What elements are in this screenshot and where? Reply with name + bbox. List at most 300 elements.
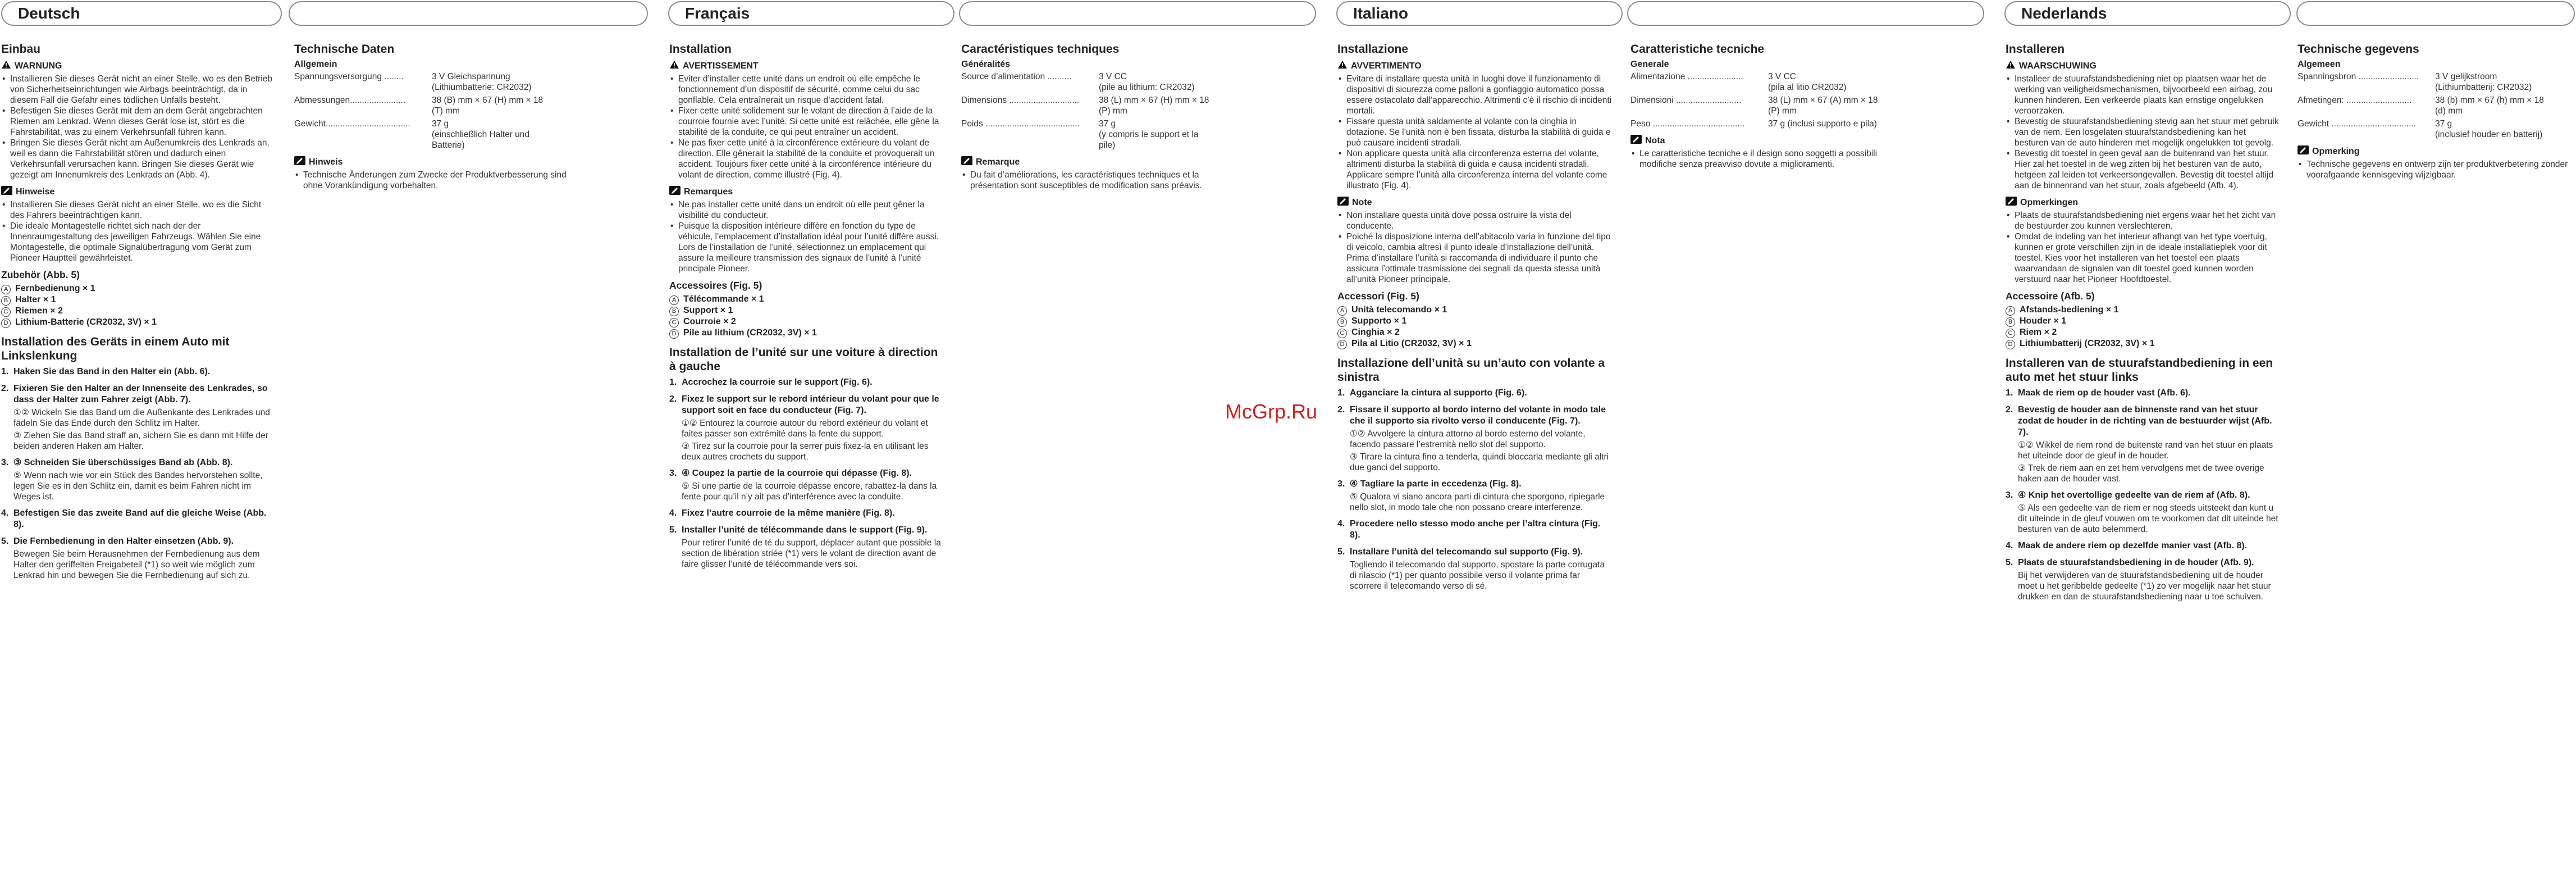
spec-row	[2298, 71, 2573, 93]
spec-value-line: 37 g	[2435, 119, 2452, 129]
spec-value	[2435, 119, 2542, 140]
spec-value	[1099, 119, 1198, 151]
watermark-text: McGrp.Ru	[1225, 400, 1318, 423]
step-text: ③ Schneiden Sie überschüssiges Band ab (Abb. 8).	[13, 458, 233, 467]
warning-title: WARNUNG	[15, 61, 62, 71]
spec-note-item: • Le caratteristiche tecniche e il design sono soggetti a possibili modifiche senza preavviso dovute a miglioramenti.	[1630, 148, 1911, 170]
accessory-item	[2006, 304, 2281, 316]
step-heading	[1337, 404, 1613, 427]
spec-column	[2298, 44, 2573, 180]
notes-list	[1, 199, 276, 263]
notes-title: Opmerkingen	[2020, 198, 2079, 207]
step-text: Maak de andere riem op dezelfde manier vast (Afb. 8).	[2018, 541, 2248, 550]
accessory-label: Fernbedienung × 1	[15, 284, 95, 293]
accessory-label: Riem × 2	[2020, 327, 2057, 337]
accessory-item	[1337, 338, 1613, 349]
warning-list	[1, 74, 276, 180]
step-number: 2.	[669, 394, 677, 404]
installation-step	[1337, 479, 1613, 513]
spec-row	[961, 95, 1242, 116]
installation-step	[1, 536, 276, 581]
spec-note-heading	[2298, 145, 2573, 157]
install-column	[1337, 44, 1613, 597]
spec-note-list	[1630, 148, 1911, 170]
step-text: Plaats de stuurafstandsbediening in de houder (Afb. 9).	[2018, 558, 2254, 567]
section-title: Einbau	[1, 43, 41, 56]
section-title: Installazione	[1337, 43, 1409, 56]
accessory-item	[1337, 327, 1613, 338]
accessory-item	[669, 305, 944, 316]
note-pencil-icon	[961, 156, 976, 168]
accessory-item	[2006, 327, 2281, 338]
step-number: 4.	[1337, 519, 1345, 529]
step-number: 1.	[1337, 388, 1345, 398]
installation-step	[669, 508, 944, 519]
notes-heading	[1337, 197, 1613, 208]
notes-heading	[669, 186, 944, 198]
spec-title: Caractéristiques techniques	[961, 43, 1120, 56]
spec-note-title: Opmerking	[2312, 147, 2360, 156]
warning-heading	[1, 60, 276, 72]
installation-step	[669, 468, 944, 502]
installation-step	[2006, 540, 2281, 552]
accessory-label: Afstands-bediening × 1	[2020, 305, 2119, 315]
step-text: Fissare il supporto al bordo interno del volante in modo tale che il supporto sia rivolto verso il conducente (Fig. 7).	[1350, 405, 1606, 426]
warning-item: • Evitare di installare questa unità in luoghi dove il funzionamento di dispositivi di sicurezza come palloni a gonfiaggio automatico possa essere ostacolato dall’apparecchio. Altrimenti c’è il rischio di incidenti mortali.	[1337, 74, 1613, 116]
accessory-letter-icon: A	[669, 295, 679, 305]
installation-step	[1, 457, 276, 502]
installation-steps	[1, 366, 276, 581]
note-pencil-icon	[2298, 145, 2312, 157]
accessory-label: Supporto × 1	[1351, 316, 1407, 326]
spec-column	[961, 44, 1242, 191]
spec-row	[2298, 119, 2573, 140]
spec-value-line: pile)	[1099, 140, 1116, 150]
notes-title: Remarques	[684, 187, 733, 197]
step-number: 3.	[669, 468, 677, 478]
warning-heading	[2006, 60, 2281, 72]
accessory-item	[669, 327, 944, 339]
accessory-letter-icon: C	[669, 318, 679, 327]
step-heading	[1337, 388, 1613, 399]
step-heading	[1, 366, 276, 377]
step-heading	[2006, 388, 2281, 399]
notes-list	[2006, 210, 2281, 285]
installation-steps	[669, 377, 944, 570]
accessory-item	[2006, 338, 2281, 349]
step-detail: ①② Avvolgere la cintura attorno al bordo esterno del volante, facendo passare l’estremità nello slot del supporto.	[1350, 429, 1586, 449]
step-text: Befestigen Sie das zweite Band auf die gleiche Weise (Abb. 8).	[13, 508, 267, 529]
step-text: Installare l’unità del telecomando sul supporto (Fig. 9).	[1350, 547, 1583, 557]
note-pencil-icon	[294, 156, 309, 168]
installation-step	[2006, 557, 2281, 602]
spec-row	[294, 119, 575, 151]
accessory-letter-icon: B	[1337, 317, 1347, 327]
step-number: 3.	[1337, 479, 1345, 489]
step-detail: Togliendo il telecomando dal supporto, spostare la parte corrugata di rilascio (*1) per quanto possibile verso il volante prima far scorrere il telecomando verso di sé.	[1350, 560, 1605, 591]
installation-step	[669, 377, 944, 388]
spec-key: Afmetingen: ...........................	[2298, 95, 2412, 105]
installation-step	[1337, 547, 1613, 592]
warning-triangle-icon	[1337, 60, 1351, 72]
installation-step	[2006, 490, 2281, 535]
accessory-label: Courroie × 2	[683, 317, 736, 326]
language-title: Nederlands	[2021, 4, 2107, 22]
spec-value-line: (pile au lithium: CR2032)	[1099, 83, 1195, 92]
note-pencil-icon	[2006, 197, 2020, 208]
step-text: Fixez le support sur le rebord intérieur du volant pour que le support soit en face du conducteur (Fig. 7).	[682, 394, 939, 415]
spec-value	[2435, 95, 2544, 116]
step-detail: ①② Entourez la courroie autour du rebord extérieur du volant et faites passer son extrémité dans la fente du support.	[682, 418, 928, 439]
step-heading	[1, 457, 276, 468]
installation-step	[1, 366, 276, 377]
accessory-label: Lithiumbatterij (CR2032, 3V) × 1	[2020, 339, 2155, 348]
spec-column	[294, 44, 575, 191]
accessory-label: Unità telecomando × 1	[1351, 305, 1447, 315]
warning-title: WAARSCHUWING	[2019, 61, 2097, 71]
spec-key: Dimensioni ...........................	[1630, 95, 1742, 105]
spec-note-list	[2298, 159, 2573, 180]
step-detail: ①② Wickeln Sie das Band um die Außenkante des Lenkrades und fädeln Sie das Ende durch den Schlitz im Halter.	[13, 408, 270, 428]
spec-value-line: 3 V gelijkstroom	[2435, 72, 2497, 81]
accessory-letter-icon: D	[1, 319, 11, 328]
step-detail: ③ Tirare la cintura fino a tenderla, quindi bloccarla mediante gli altri due ganci del supporto.	[1350, 452, 1609, 472]
spec-value-line: (P) mm	[1768, 106, 1797, 116]
spec-value-line: 3 V CC	[1768, 72, 1796, 81]
spec-value-line: 3 V Gleichspannung	[432, 72, 510, 81]
step-heading	[1, 383, 276, 406]
language-title: Deutsch	[18, 4, 80, 22]
step-number: 2.	[2006, 405, 2013, 415]
step-heading	[2006, 540, 2281, 552]
note-pencil-icon	[1337, 197, 1352, 208]
note-pencil-icon	[1, 186, 16, 198]
accessories-title: Accessori (Fig. 5)	[1337, 290, 1419, 302]
spec-value-line: (T) mm	[432, 106, 460, 116]
spec-row	[961, 71, 1242, 93]
install-column	[669, 44, 944, 575]
installation-step	[1337, 404, 1613, 473]
step-number: 3.	[2006, 490, 2013, 500]
notes-title: Hinweise	[16, 187, 55, 197]
step-text: ④ Knip het overtollige gedeelte van de riem af (Afb. 8).	[2018, 490, 2250, 500]
step-heading	[669, 508, 944, 519]
spec-value	[1099, 71, 1195, 93]
warning-item: • Eviter d’installer cette unité dans un endroit où elle empêche le fonctionnement d’un dispositif de sécurité, comme celui du sac gonflable. Cela entraînerait un risque d’accident fatal.	[669, 74, 944, 106]
accessories-title: Accessoire (Afb. 5)	[2006, 290, 2095, 302]
step-text: Haken Sie das Band in den Halter ein (Abb. 6).	[13, 367, 211, 376]
step-text: ④ Coupez la partie de la courroie qui dépasse (Fig. 8).	[682, 468, 912, 478]
installation-step	[2006, 388, 2281, 399]
step-number: 5.	[669, 525, 677, 535]
installation-title: Installation de l’unité sur une voiture à direction à gauche	[669, 346, 938, 373]
step-heading	[1337, 479, 1613, 490]
spec-subtitle: Generale	[1630, 60, 1669, 69]
spec-key: Dimensions .............................	[961, 95, 1080, 105]
warning-item: • Non applicare questa unità alla circonferenza esterna del volante, altrimenti disturba la stabilità di guida e causa incidenti stradali. Applicare sempre l’unità alla circonferenza interna del volante come illustrato (Fig. 4).	[1337, 148, 1613, 191]
step-heading	[669, 394, 944, 416]
accessories-title: Zubehör (Abb. 5)	[1, 269, 80, 280]
spec-value	[1768, 95, 1878, 116]
spec-key: Alimentazione .......................	[1630, 72, 1743, 81]
spec-title: Technische gegevens	[2298, 43, 2419, 56]
install-column	[2006, 44, 2281, 608]
spec-note-list	[961, 170, 1242, 191]
spec-key: Gewicht...................................	[294, 119, 410, 129]
spec-title: Technische Daten	[294, 43, 395, 56]
step-detail: ①② Wikkel de riem rond de buitenste rand van het stuur en plaats het uiteinde door de gleuf in de houder.	[2018, 440, 2273, 461]
spec-subtitle: Algemeen	[2298, 60, 2341, 69]
spec-note-title: Nota	[1645, 136, 1665, 145]
accessory-letter-icon: D	[669, 329, 679, 339]
installation-step	[669, 525, 944, 570]
accessory-label: Cinghia × 2	[1351, 327, 1400, 337]
warning-list	[1337, 74, 1613, 191]
accessory-label: Pila al Litio (CR2032, 3V) × 1	[1351, 339, 1472, 348]
warning-list	[669, 74, 944, 180]
step-heading	[2006, 490, 2281, 501]
step-number: 5.	[1337, 547, 1345, 557]
installation-steps	[2006, 388, 2281, 602]
spec-value-line: 37 g	[432, 119, 449, 129]
spec-key: Gewicht ...................................	[2298, 119, 2417, 129]
language-tab-deutsch	[1, 1, 282, 26]
installation-step	[2006, 404, 2281, 484]
step-number: 1.	[1, 367, 9, 376]
accessory-label: Riemen × 2	[15, 306, 63, 316]
step-text: ④ Tagliare la parte in eccedenza (Fig. 8).	[1350, 479, 1522, 489]
note-pencil-icon	[669, 186, 684, 198]
install-column	[1, 44, 276, 586]
spec-key: Poids .......................................	[961, 119, 1080, 129]
warning-triangle-icon	[1, 60, 15, 72]
spec-value-line: 38 (L) mm × 67 (H) mm × 18	[1099, 95, 1209, 105]
accessory-item	[2006, 316, 2281, 327]
step-detail: ⑤ Wenn nach wie vor ein Stück des Bandes hervorstehen sollte, legen Sie es in den Schlitz ein, damit es beim Fahren nicht im Weges ist.	[13, 471, 263, 502]
step-text: Installer l’unité de télécommande dans le support (Fig. 9).	[682, 525, 928, 535]
step-number: 2.	[1, 384, 9, 393]
spec-note-list	[294, 170, 575, 191]
spec-title: Caratteristiche tecniche	[1630, 43, 1765, 56]
step-heading	[669, 377, 944, 388]
step-number: 2.	[1337, 405, 1345, 415]
step-detail: ③ Tirez sur la courroie pour la serrer puis fixez-la en utilisant les deux autres crochets du support.	[682, 442, 929, 462]
spec-value	[432, 71, 531, 93]
step-detail: ⑤ Qualora vi siano ancora parti di cintura che sporgono, ripiegarle nello slot, in modo tale che non possano creare interferenze.	[1350, 492, 1605, 512]
step-number: 1.	[669, 377, 677, 387]
accessory-letter-icon: B	[2006, 317, 2015, 327]
step-number: 5.	[1, 536, 9, 546]
note-item: • Ne pas installer cette unité dans un endroit où elle peut gêner la visibilité du conducteur.	[669, 199, 944, 221]
installation-title: Installazione dell’unità su un’auto con volante a sinistra	[1337, 357, 1605, 384]
spec-subtitle: Allgemein	[294, 60, 337, 69]
accessory-item	[1, 283, 276, 294]
note-item: • Plaats de stuurafstandsbediening niet ergens waar het het zicht van de bestuurder zou kunnen verslechteren.	[2006, 210, 2281, 231]
spec-note-item: • Technische Änderungen zum Zwecke der Produktverbesserung sind ohne Vorankündigung vorbehalten.	[294, 170, 575, 191]
note-pencil-icon	[1630, 135, 1645, 147]
spec-value	[1099, 95, 1209, 116]
warning-heading	[1337, 60, 1613, 72]
spec-row	[1630, 71, 1911, 93]
step-heading	[2006, 404, 2281, 438]
accessory-letter-icon: B	[1, 296, 11, 306]
spec-value	[1768, 119, 1877, 129]
step-heading	[1, 536, 276, 547]
note-item: • Omdat de indeling van het interieur afhangt van het type voertuig, kunnen er grote verschillen zijn in de ideale installatieplek voor dit toestel. Kies voor het installeren van het toestel een plaats waarvandaan de signalen van dit toestel goed kunnen worden verstuurd naar het Pioneer Hoofdtoestel.	[2006, 231, 2281, 285]
warning-triangle-icon	[669, 60, 683, 72]
step-text: Maak de riem op de houder vast (Afb. 6).	[2018, 388, 2191, 398]
step-detail: ③ Trek de riem aan en zet hem vervolgens met de twee overige haken aan de houder vast.	[2018, 463, 2264, 484]
step-text: Die Fernbedienung in den Halter einsetzen (Abb. 9).	[13, 536, 234, 546]
spec-note-title: Remarque	[976, 157, 1020, 167]
step-number: 4.	[2006, 541, 2013, 550]
step-detail: Bij het verwijderen van de stuurafstandsbediening uit de houder moet u het geribbelde gedeelte (*1) zo ver mogelijk naar het stuur drukken en dan de stuurafstandsbediening naar u toe schuiven.	[2018, 571, 2271, 602]
warning-triangle-icon	[2006, 60, 2019, 72]
spec-row	[294, 71, 575, 93]
language-tab-nederlands	[2004, 1, 2291, 26]
accessory-item	[669, 316, 944, 327]
accessory-label: Support × 1	[683, 306, 733, 315]
note-item: • Puisque la disposition intérieure diffère en fonction du type de véhicule, l’emplacement d’installation idéal pour l’unité diffère aussi. Lors de l’installation de l’unité, sélectionnez un emplacement qui assure la meilleure transmission des signaux de l’unité à l’unité principale Pioneer.	[669, 221, 944, 274]
accessory-label: Halter × 1	[15, 295, 56, 304]
step-number: 1.	[2006, 388, 2013, 398]
spec-value-line: (y compris le support et la	[1099, 130, 1199, 139]
accessory-label: Télécommande × 1	[683, 294, 764, 304]
notes-heading	[1, 186, 276, 198]
step-number: 3.	[1, 458, 9, 467]
spec-value	[432, 119, 529, 151]
language-tab-francais	[668, 1, 954, 26]
warning-heading	[669, 60, 944, 72]
note-item: • Die ideale Montagestelle richtet sich nach der der Innenraumgestaltung des jeweiligen Fahrzeugs. Wählen Sie eine Montagestelle, die optimale Signalübertragung vom Gerät zum Pioneer Hauptteil gewährleistet.	[1, 221, 276, 263]
spec-note-item: • Technische gegevens en ontwerp zijn ter produktverbetering zonder voorafgaande kennisgeving wijzigbaar.	[2298, 159, 2573, 180]
step-detail: ⑤ Als een gedeelte van de riem er nog steeds uitsteekt dan kunt u dit uiteinde in de gleuf vouwen om te voorkomen dat dit uiteinde het besturen van de auto belemmerd.	[2018, 503, 2278, 534]
spec-note-heading	[1630, 135, 1911, 147]
accessories-title: Accessoires (Fig. 5)	[669, 280, 762, 291]
notes-list	[1337, 210, 1613, 285]
spec-row	[2298, 95, 2573, 116]
installation-step	[1337, 518, 1613, 541]
step-text: Agganciare la cintura al supporto (Fig. 6).	[1350, 388, 1527, 398]
warning-list	[2006, 74, 2281, 191]
warning-item: • Bevestig de stuurafstandsbediening stevig aan het stuur met gebruik van de riem. Een losgelaten stuurafstandsbediening kan het besturen van de auto hinderen met mogelijk ongelukken tot gevolg.	[2006, 116, 2281, 148]
spec-value	[432, 95, 543, 116]
accessory-letter-icon: A	[2006, 306, 2015, 316]
spec-key: Abmessungen.......................	[294, 95, 406, 105]
spec-key: Source d’alimentation ..........	[961, 72, 1072, 81]
step-heading	[1337, 547, 1613, 558]
installation-title: Installation des Geräts in einem Auto mit Linkslenkung	[1, 335, 230, 362]
notes-title: Note	[1352, 198, 1372, 207]
step-text: Fixez l’autre courroie de la même manière (Fig. 8).	[682, 508, 895, 518]
spec-row	[961, 119, 1242, 151]
spec-row	[1630, 119, 1911, 129]
spec-value-line: 38 (L) mm × 67 (A) mm × 18	[1768, 95, 1878, 105]
spec-key: Spanningsbron .........................	[2298, 72, 2419, 81]
spec-note-item: • Du fait d’améliorations, les caractéristiques techniques et la présentation sont susceptibles de modification sans préavis.	[961, 170, 1242, 191]
installation-steps	[1337, 388, 1613, 592]
spec-value-line: (einschließlich Halter und	[432, 130, 530, 139]
installation-step	[669, 394, 944, 462]
accessory-letter-icon: C	[2006, 329, 2015, 338]
warning-item: • Ne pas fixer cette unité à la circonférence extérieure du volant de direction. Elle gênerait la stabilité de la conduite et provoquerait un accident. Toujours fixer cette unité à la circonférence intérieure du volant de direction, comme illustré (Fig. 4).	[669, 138, 944, 180]
spec-row	[1630, 95, 1911, 116]
spec-column	[1630, 44, 1911, 170]
spec-key: Spannungsversorgung ........	[294, 72, 404, 81]
step-text: Accrochez la courroie sur le support (Fig. 6).	[682, 377, 873, 387]
spec-value-line: 38 (b) mm × 67 (h) mm × 18	[2435, 95, 2544, 105]
installation-step	[1, 508, 276, 530]
accessory-letter-icon: A	[1, 285, 11, 294]
warning-title: AVVERTIMENTO	[1351, 61, 1422, 71]
warning-item: • Befestigen Sie dieses Gerät mit dem an dem Gerät angebrachten Riemen am Lenkrad. Wenn dieses Gerät lose ist, stört es die Fahrstabilität, was zu einem Verkehrsunfall führen kann.	[1, 106, 276, 138]
step-heading	[1, 508, 276, 530]
installation-step	[1337, 388, 1613, 399]
step-detail: Pour retirer l’unité de té du support, déplacer autant que possible la section de libération striée (*1) vers le volant de direction avant de faire glisser l’unité de télécommande vers soi.	[682, 538, 941, 569]
step-number: 4.	[1, 508, 9, 518]
notes-list	[669, 199, 944, 274]
section-title: Installeren	[2006, 43, 2065, 56]
accessory-item	[1, 306, 276, 317]
note-item: • Non installare questa unità dove possa ostruire la vista del conducente.	[1337, 210, 1613, 231]
note-item: • Installieren Sie dieses Gerät nicht an einer Stelle, wo es die Sicht des Fahrers beeinträchtigen kann.	[1, 199, 276, 221]
spec-value-line: Batterie)	[432, 140, 465, 150]
step-detail: ③ Ziehen Sie das Band straff an, sichern Sie es dann mit Hilfe der beiden anderen Haken am Halter.	[13, 431, 268, 451]
spec-value	[1768, 71, 1847, 93]
spec-value-line: (d) mm	[2435, 106, 2463, 116]
accessory-letter-icon: C	[1337, 329, 1347, 338]
step-heading	[2006, 557, 2281, 568]
installation-title: Installeren van de stuurafstandbediening in een auto met het stuur links	[2006, 357, 2273, 384]
spec-value	[2435, 71, 2532, 93]
accessory-letter-icon: C	[1, 307, 11, 317]
step-detail: ⑤ Si une partie de la courroie dépasse encore, rabattez-la dans la fente pour qu’il n’y ait pas d’interférence avec la conduite.	[682, 481, 937, 502]
spec-value-line: 38 (B) mm × 67 (H) mm × 18	[432, 95, 543, 105]
spec-subtitle: Généralités	[961, 60, 1011, 69]
spec-value-line: (Lithiumbatterie: CR2032)	[432, 83, 532, 92]
warning-item: • Installeer de stuurafstandsbediening niet op plaatsen waar het de werking van veiligheidsmechanismen, bijvoorbeeld een airbag, zou kunnen hinderen. Een verkeerde plaats kan ernstige ongelukken veroorzaken.	[2006, 74, 2281, 116]
section-title: Installation	[669, 43, 732, 56]
warning-item: • Bringen Sie dieses Gerät nicht am Außenumkreis des Lenkrads an, weil es dann die Fahrstabilität stören und dadurch einen Verkehrsunfall verursachen kann. Bringen Sie dieses Gerät wie gezeigt am Innenumkreis des Lenkrads an (Abb. 4).	[1, 138, 276, 180]
accessory-item	[1, 294, 276, 306]
accessory-letter-icon: D	[1337, 340, 1347, 349]
language-title: Français	[685, 4, 750, 22]
language-tab-italiano	[1336, 1, 1623, 26]
warning-item: • Fissare questa unità saldamente al volante con la cinghia in dotazione. Se l’unità non è ben fissata, disturba la stabilità di guida e può causare incidenti stradali.	[1337, 116, 1613, 148]
warning-item: • Fixer cette unité solidement sur le volant de direction à l’aide de la courroie fournie avec l’unité. Si cette unité est relâchée, elle gêne la stabilité de la conduite, ce qui peut entraîner un accident.	[669, 106, 944, 138]
spec-value-line: (Lithiumbatterij: CR2032)	[2435, 83, 2532, 92]
spec-value-line: (inclusief houder en batterij)	[2435, 130, 2543, 139]
step-text: Bevestig de houder aan de binnenste rand van het stuur zodat de houder in de richting van de bestuurder wijst (Afb. 7).	[2018, 405, 2272, 437]
language-title: Italiano	[1353, 4, 1409, 22]
step-heading	[669, 525, 944, 536]
spec-value-line: 37 g	[1099, 119, 1116, 129]
step-heading	[669, 468, 944, 479]
notes-heading	[2006, 197, 2281, 208]
accessory-label: Houder × 1	[2020, 316, 2067, 326]
step-number: 5.	[2006, 558, 2013, 567]
accessory-item	[1, 317, 276, 328]
note-item: • Poiché la disposizione interna dell’abitacolo varia in funzione del tipo di veicolo, cambia altresì il punto ideale d’installazione dell’unità. Prima d’installare l’unità si raccomanda di individuare il punto che assicura l’ottimale trasmissione dei segnali da questa stessa unità all’unità Pioneer principale.	[1337, 231, 1613, 285]
spec-note-heading	[961, 156, 1242, 168]
accessory-letter-icon: D	[2006, 340, 2015, 349]
header-pill-blank	[1627, 1, 1984, 26]
warning-item: • Bevestig dit toestel in geen geval aan de buitenrand van het stuur. Hier zal het toestel in de weg zitten bij het besturen van de auto, hetgeen zal leiden tot verkeersongevallen. Bevestig dit toestel altijd aan de binnenrand van het stuur, zoals afgebeeld (Afb. 4).	[2006, 148, 2281, 191]
accessory-item	[1337, 304, 1613, 316]
accessory-item	[1337, 316, 1613, 327]
step-text: Fixieren Sie den Halter an der Innenseite des Lenkrades, so dass der Halter zum Fahrer zeigt (Abb. 7).	[13, 384, 268, 404]
spec-note-heading	[294, 156, 575, 168]
